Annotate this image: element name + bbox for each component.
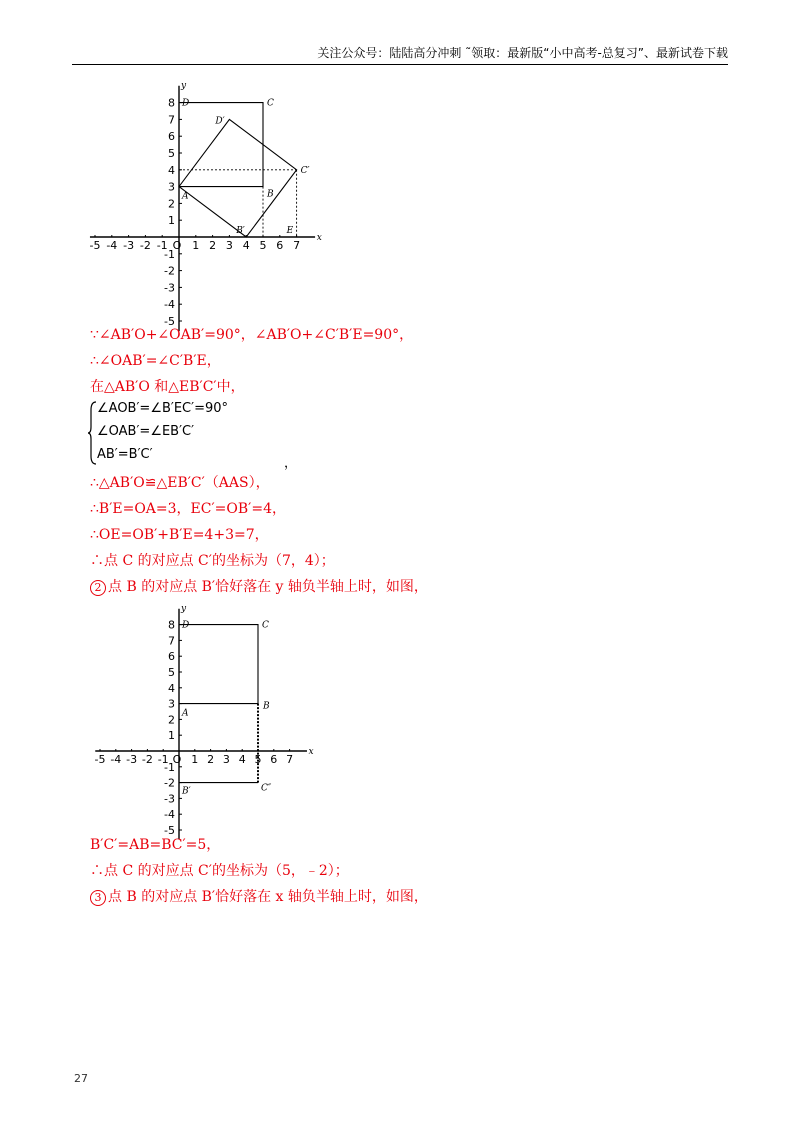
system-trailing-comma: ，	[284, 456, 298, 471]
system-row-2: ∠OAB′=∠EB′C′	[97, 424, 195, 439]
rectangle-abcd	[179, 103, 263, 187]
x-tick-label: -3	[123, 239, 135, 252]
x-tick-label: -4	[110, 753, 122, 766]
rectangle-abcd	[179, 625, 258, 704]
x-tick-label: 6	[276, 239, 284, 252]
y-tick-label: 4	[168, 681, 175, 695]
y-tick-label: 7	[168, 634, 175, 648]
x-tick-label: -2	[141, 753, 153, 766]
point-label-d: D	[182, 98, 190, 109]
x-tick-label: 1	[191, 753, 199, 766]
x-tick-label: -5	[94, 753, 106, 766]
coordinate-figure-1	[86, 80, 326, 328]
y-tick-label: -2	[164, 776, 175, 790]
y-tick-label: 1	[168, 729, 175, 743]
y-tick-label: 6	[168, 130, 175, 144]
system-row-3: AB′=B′C′	[97, 447, 153, 462]
y-tick-label: 5	[168, 666, 175, 679]
x-tick-label: 1	[192, 239, 200, 252]
x-tick-label: 2	[209, 239, 217, 252]
y-axis-label: y	[181, 80, 187, 91]
y-tick-label: 7	[168, 113, 175, 127]
solution-line-6: ∴OE=OB′+B′E=4+3=7，	[90, 527, 269, 543]
solution-line-4: ∴△AB′O≌△EB′C′（AAS），	[90, 475, 270, 491]
solution-line-11-text: 点 B 的对应点 B′恰好落在 x 轴负半轴上时，如图，	[108, 889, 428, 905]
x-tick-label: 7	[286, 753, 294, 766]
x-tick-label: -4	[106, 239, 118, 252]
y-tick-label: -3	[164, 792, 175, 806]
point-label-a: A	[182, 708, 189, 719]
circled-number-2: 2	[90, 580, 106, 596]
figure-1-svg	[86, 80, 326, 328]
y-tick-label: -4	[164, 808, 175, 822]
point-label-c: C	[262, 620, 269, 631]
x-axis-label: x	[308, 747, 314, 757]
y-tick-label: -5	[164, 824, 175, 837]
point-label-c: C	[267, 98, 274, 109]
y-tick-label: -3	[164, 281, 175, 295]
y-axis-label: y	[181, 603, 187, 614]
header-text: 关注公众号：陆陆高分冲刺 ˜领取：最新版“小中高考-总复习”、最新试卷下载	[317, 46, 728, 60]
point-label-d: D	[182, 620, 190, 631]
y-tick-label: -5	[164, 315, 175, 328]
x-tick-label: 7	[293, 239, 301, 252]
point-label-b-prime: B′	[182, 786, 191, 797]
x-tick-label: -1	[157, 753, 169, 766]
x-tick-label: 5	[254, 753, 262, 766]
y-tick-label: 2	[168, 713, 175, 727]
solution-line-9: B′C′=AB=BC′=5，	[90, 837, 221, 853]
x-tick-label: -5	[89, 239, 101, 252]
origin-label: O	[172, 239, 182, 252]
x-tick-label: 3	[222, 753, 230, 766]
point-label-c-double-prime: C″	[261, 783, 272, 794]
x-tick-label: -2	[139, 239, 151, 252]
y-tick-label: 5	[168, 147, 175, 160]
x-tick-label: 4	[238, 753, 246, 766]
rotated-square	[179, 119, 297, 237]
solution-line-11	[90, 888, 428, 906]
circled-number-3: 3	[90, 890, 106, 906]
y-tick-label: 8	[168, 618, 175, 632]
y-tick-label: 6	[168, 650, 175, 664]
x-tick-label: -1	[156, 239, 168, 252]
point-label-b: B	[267, 189, 274, 200]
y-tick-label: 1	[168, 214, 175, 228]
x-tick-label: 5	[259, 239, 267, 252]
y-tick-label: -1	[164, 247, 175, 261]
solution-line-2: ∴∠OAB′=∠C′B′E，	[90, 353, 221, 369]
x-axis-label: x	[316, 233, 322, 243]
point-label-a: A	[182, 191, 189, 202]
y-tick-label: 3	[168, 180, 175, 194]
system-row-1: ∠AOB′=∠B′EC′=90°	[97, 401, 229, 416]
solution-line-10: ∴点 C 的对应点 C′的坐标为（5，﹣2）；	[90, 863, 349, 879]
point-label-e: E	[286, 226, 294, 236]
x-tick-label: 2	[207, 753, 215, 766]
y-tick-label: -2	[164, 264, 175, 278]
y-tick-label: 3	[168, 697, 175, 711]
y-tick-label: 8	[168, 96, 175, 110]
x-tick-label: 4	[242, 239, 250, 252]
x-tick-label: 6	[270, 753, 278, 766]
solution-line-3: 在△AB′O 和△EB′C′中，	[90, 379, 245, 395]
y-tick-label: -1	[164, 760, 175, 774]
x-tick-label: -3	[126, 753, 138, 766]
point-label-b: B	[263, 701, 270, 712]
solution-line-1: ∵∠AB′O+∠OAB′=90°，∠AB′O+∠C′B′E=90°，	[90, 327, 414, 343]
point-label-b-prime: B′	[236, 226, 245, 236]
solution-line-8-text: 点 B 的对应点 B′恰好落在 y 轴负半轴上时，如图，	[108, 579, 428, 595]
y-tick-label: 2	[168, 197, 175, 211]
equation-system	[88, 400, 288, 466]
page-header	[72, 44, 728, 65]
page-number: 27	[74, 1072, 88, 1085]
y-tick-label: 4	[168, 163, 175, 177]
origin-label: O	[172, 753, 182, 766]
solution-line-8	[90, 578, 428, 596]
figure-2-svg	[86, 600, 326, 837]
solution-line-7: ∴点 C 的对应点 C′的坐标为（7，4）；	[90, 553, 335, 569]
x-tick-label: 3	[225, 239, 233, 252]
point-label-d-prime: D′	[215, 116, 225, 127]
solution-line-5: ∴B′E=OA=3，EC′=OB′=4，	[90, 501, 286, 517]
y-tick-label: -4	[164, 298, 175, 312]
coordinate-figure-2	[86, 600, 326, 837]
point-label-c-prime: C′	[300, 165, 310, 176]
